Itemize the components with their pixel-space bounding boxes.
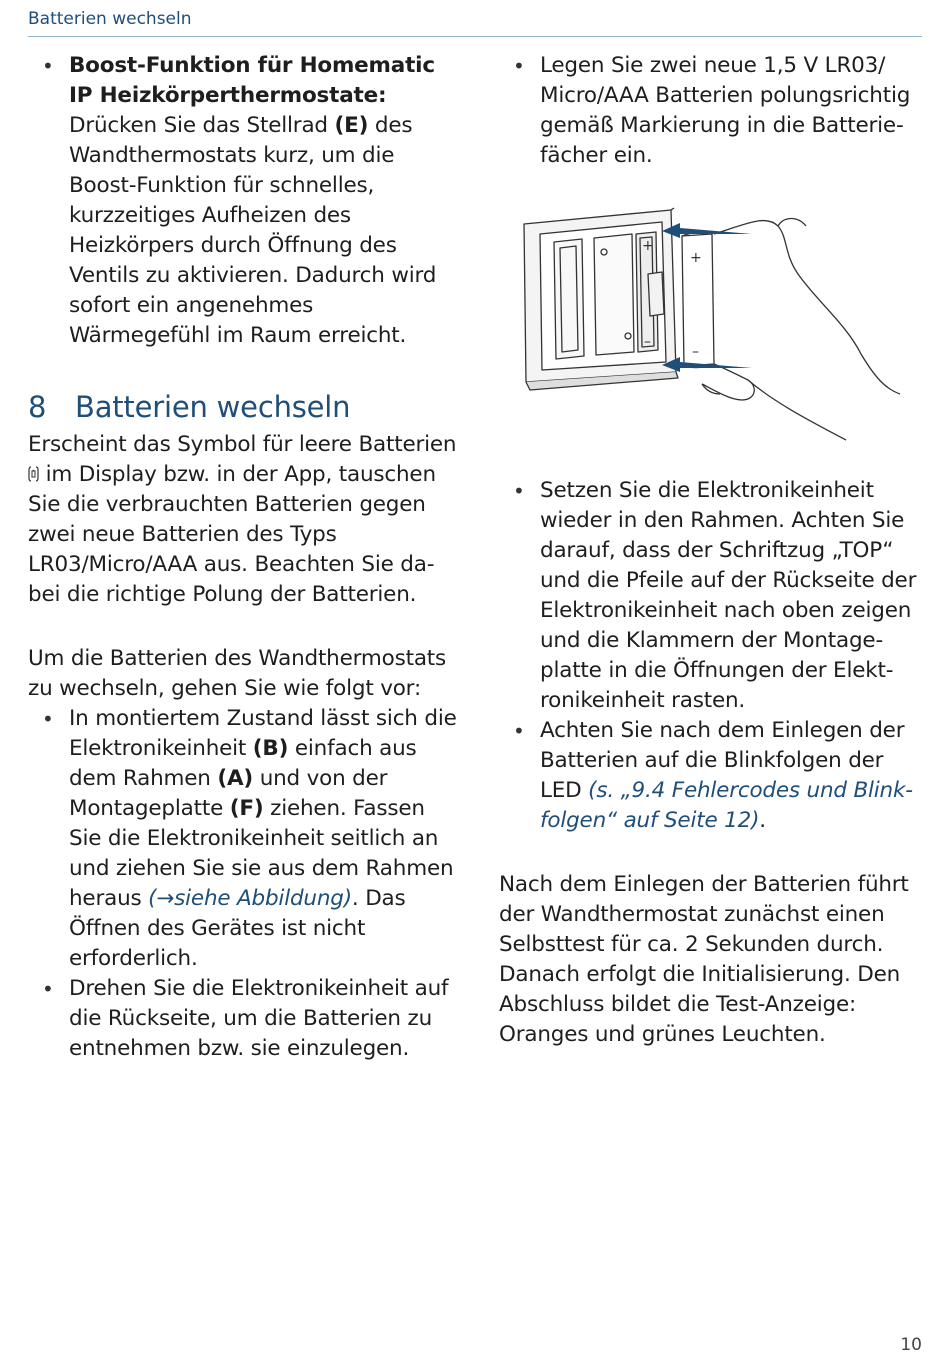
step1-text-2: einfach aus dem Rahmen bbox=[69, 736, 417, 791]
running-header: Batterien wechseln bbox=[28, 9, 192, 29]
boost-text-1: Drücken Sie das Stellrad bbox=[69, 113, 335, 138]
section-title: Batterien wechseln bbox=[75, 390, 351, 424]
intro-paragraph bbox=[28, 430, 458, 610]
steps-list-left bbox=[28, 704, 458, 1064]
intro-text-1: Erscheint das Symbol für leere Batterien bbox=[28, 432, 457, 457]
list-item-step3: • Legen Sie zwei neue 1,5 V LR03/ Micro/AAA Batterien polungsrichtig gemäß Markierung in die Batteriefächer ein. bbox=[499, 51, 929, 171]
battery-insertion-figure bbox=[516, 204, 911, 444]
boost-list bbox=[28, 51, 458, 351]
intro-text-2: im Display bzw. in der App, tauschen Sie die verbrauchten Batterien gegen zwei neue Batterien des Typs LR03/Micro/AAA aus. Beachten Sie dabei die richtige Polung der Batterien. bbox=[28, 462, 436, 607]
list-item-step5 bbox=[499, 716, 929, 836]
steps-list-right-top bbox=[499, 51, 929, 171]
minus-label-2: – bbox=[692, 344, 699, 360]
spacer bbox=[499, 836, 929, 870]
spacer bbox=[28, 610, 458, 644]
step5-text-2: . bbox=[759, 808, 766, 833]
list-item-step2: • Drehen Sie die Elektronikeinheit auf die Rückseite, um die Batterien zu entnehmen bzw. sie einzulegen. bbox=[28, 974, 458, 1064]
list-item-boost bbox=[28, 51, 458, 351]
step1-text-1: In montiertem Zustand lässt sich die Elektronikeinheit bbox=[69, 706, 457, 761]
header-rule bbox=[28, 36, 922, 37]
list-item-step1 bbox=[28, 704, 458, 974]
step1-text-5: . Das Öffnen des Gerätes ist nicht erforderlich. bbox=[69, 886, 406, 971]
error-codes-link[interactable]: (s. „9.4 Fehlercodes und Blinkfolgen“ auf Seite 12) bbox=[540, 778, 913, 833]
steps-intro: Um die Batterien des Wandthermostats zu wechseln, gehen Sie wie folgt vor: bbox=[28, 646, 447, 701]
page-number: 10 bbox=[900, 1335, 922, 1355]
step5-text-1: Achten Sie nach dem Einlegen der Batterien auf die Blinkfolgen der LED bbox=[540, 718, 905, 803]
step1-text-3: und von der Montageplatte bbox=[69, 766, 388, 821]
key-b: (B) bbox=[252, 736, 289, 761]
minus-label-1: – bbox=[644, 334, 651, 350]
boost-text-2: des Wandthermostats kurz, um die Boost-Funktion für schnelles, kurzzeitiges Aufheizen des Heizkörpers durch Öffnung des Ventils zu aktivieren. Dadurch wird sofort ein angenehmes Wärmegefühl im Raum erreicht. bbox=[69, 113, 437, 348]
closing-paragraph: Nach dem Einlegen der Batterien führt der Wandthermostat zunächst einen Selbsttest für ca. 2 Sekunden durch. Danach erfolgt die Initialisierung. Den Abschluss bildet die Test-Anzeige: Oranges und grünes Leuchten. bbox=[499, 872, 909, 1047]
plus-label-1: + bbox=[642, 238, 654, 254]
steps-list-right bbox=[499, 476, 929, 836]
plus-label-2: + bbox=[690, 250, 702, 266]
battery-empty-icon bbox=[28, 465, 39, 483]
section-number: 8 bbox=[28, 390, 47, 424]
step1-text-4: ziehen. Fassen Sie die Elektronikeinheit seitlich an und ziehen Sie sie aus dem Rahmen heraus bbox=[69, 796, 454, 911]
key-f: (F) bbox=[229, 796, 264, 821]
see-figure-link[interactable]: (→siehe Abbildung) bbox=[148, 886, 352, 911]
section-heading bbox=[28, 390, 458, 424]
left-column bbox=[28, 51, 458, 1064]
key-a: (A) bbox=[217, 766, 254, 791]
list-item-step4: • Setzen Sie die Elektronikeinheit wieder in den Rahmen. Achten Sie darauf, dass der Schriftzug „TOP“ und die Pfeile auf der Rückseite der Elektronikeinheit nach oben zeigen und die Klammern der Montageplatte in die Öffnungen der Elektronikeinheit rasten. bbox=[499, 476, 929, 716]
key-e: (E) bbox=[334, 113, 369, 138]
boost-label: Boost-Funktion für Homematic IP Heizkörperthermostate: bbox=[69, 53, 435, 108]
right-column bbox=[499, 51, 929, 1050]
